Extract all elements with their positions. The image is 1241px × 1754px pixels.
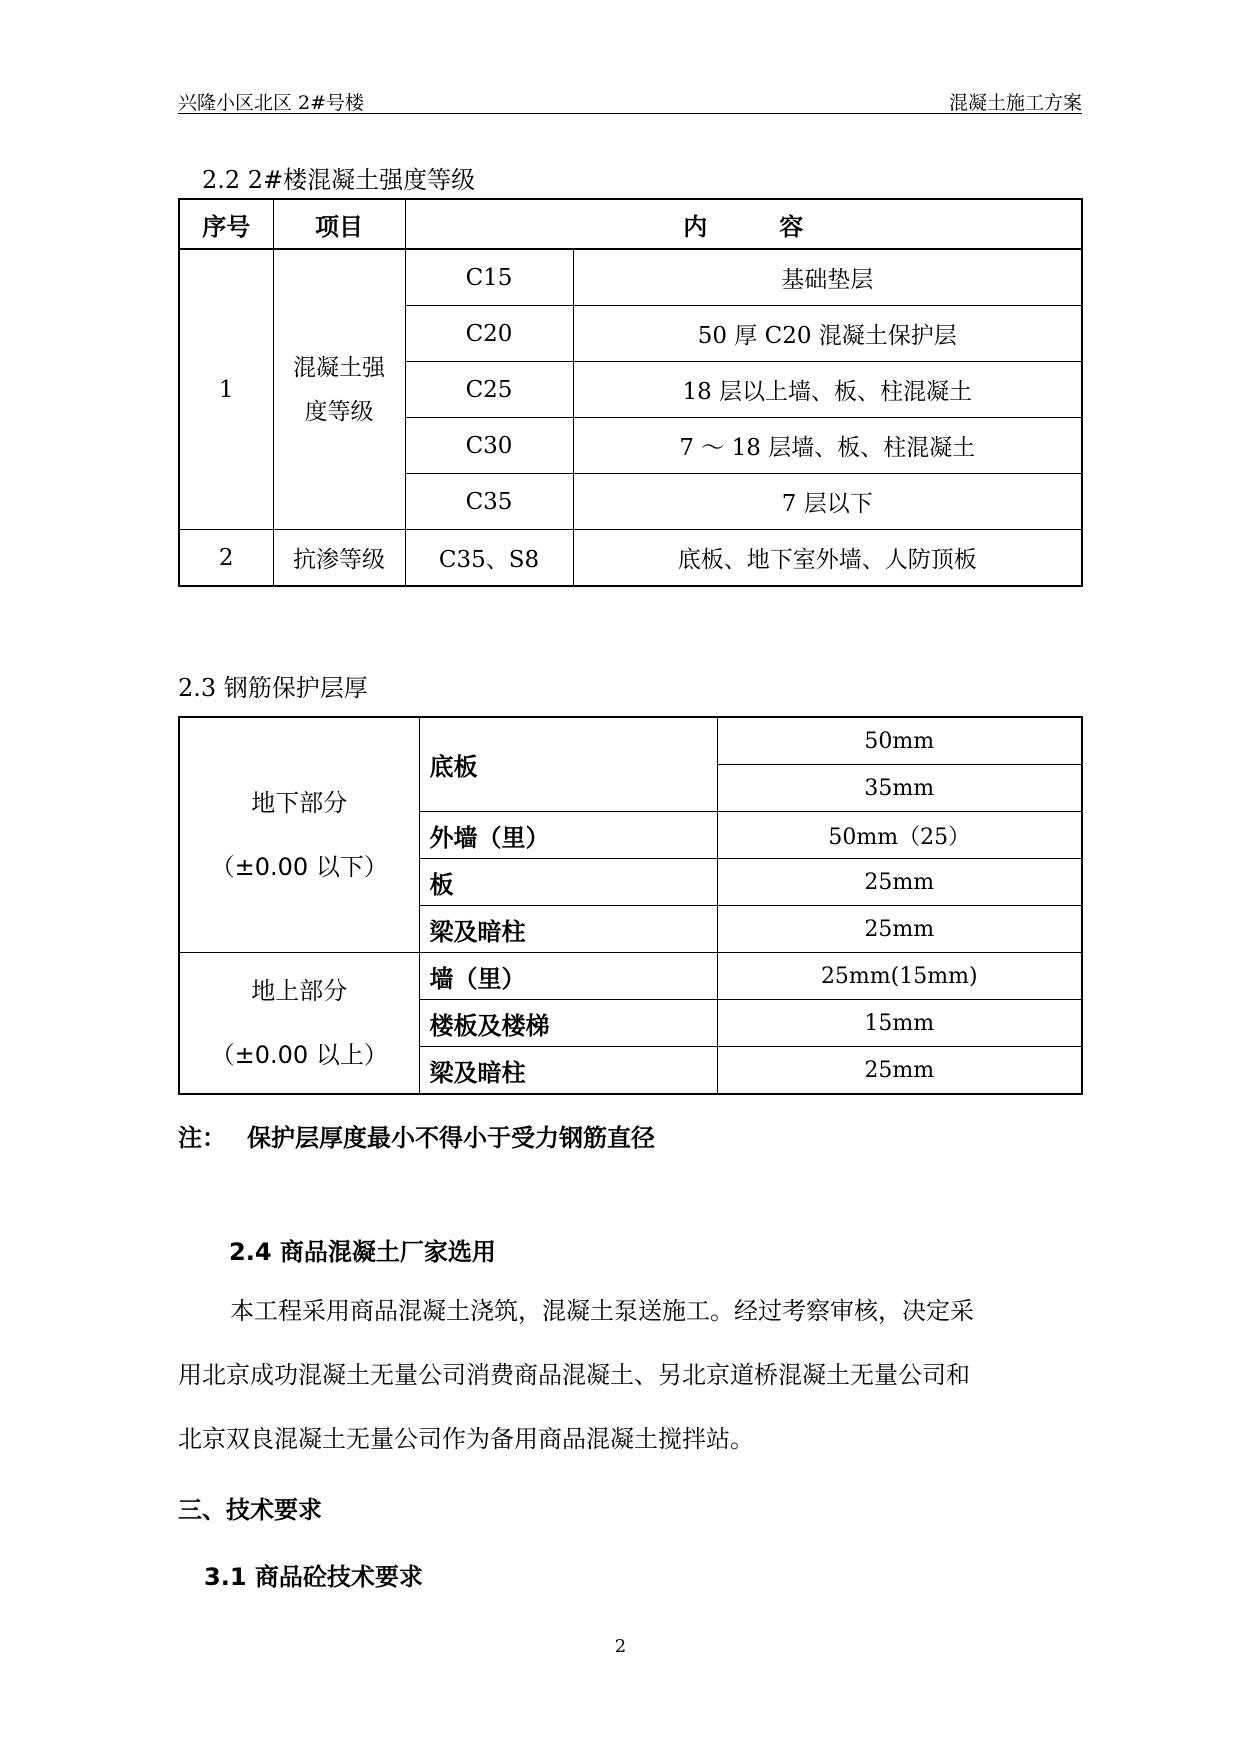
grade-cell: C15	[405, 249, 573, 306]
group1-item-line2: 度等级	[304, 398, 374, 425]
note-text: 保护层厚度最小不得小于受力钢筋直径	[247, 1124, 655, 1152]
aboveground-line2: （±0.00 以上）	[210, 1041, 388, 1069]
page-number: 2	[614, 1636, 627, 1657]
rebar-cover-table	[178, 716, 1083, 1095]
item-slab: 板	[419, 859, 717, 906]
section-2-2-title: 2.2 2#楼混凝土强度等级	[202, 166, 476, 194]
value-cell: 25mm(15mm)	[717, 953, 1082, 1000]
item-bottom-slab: 底板	[419, 717, 717, 812]
group1-item-line1: 混凝土强	[293, 354, 385, 381]
value-cell: 50mm（25）	[717, 812, 1082, 859]
grade-cell: C20	[405, 306, 573, 362]
grade-cell: C35、S8	[405, 530, 573, 587]
desc-cell: 7 层以下	[573, 474, 1082, 530]
item-outer-wall: 外墙（里）	[419, 812, 717, 859]
table-row	[179, 953, 1082, 1000]
header-no: 序号	[179, 199, 273, 249]
aboveground-cell	[179, 953, 419, 1095]
paragraph-line-3: 北京双良混凝土无量公司作为备用商品混凝土搅拌站。	[178, 1425, 754, 1453]
paragraph-line-2: 用北京成功混凝土无量公司消费商品混凝土、另北京道桥混凝土无量公司和	[178, 1361, 970, 1389]
group1-no: 1	[179, 249, 273, 530]
value-cell: 25mm	[717, 906, 1082, 953]
item-wall: 墙（里）	[419, 953, 717, 1000]
grade-cell: C30	[405, 418, 573, 474]
item-floor-stair: 楼板及楼梯	[419, 1000, 717, 1047]
section-2-3-title: 2.3 钢筋保护层厚	[178, 674, 368, 702]
header-right: 混凝土施工方案	[948, 92, 1082, 114]
value-cell: 25mm	[717, 1047, 1082, 1095]
paragraph-line-1: 本工程采用商品混凝土浇筑，混凝土泵送施工。经过考察审核，决定采	[230, 1297, 974, 1325]
item-beam-aboveground: 梁及暗柱	[419, 1047, 717, 1095]
desc-cell: 底板、地下室外墙、人防顶板	[573, 530, 1082, 587]
grade-cell: C35	[405, 474, 573, 530]
desc-cell: 50 厚 C20 混凝土保护层	[573, 306, 1082, 362]
grade-cell: C25	[405, 362, 573, 418]
header-item: 项目	[273, 199, 405, 249]
table-row	[179, 530, 1082, 587]
underground-line2: （±0.00 以下）	[210, 853, 388, 881]
table-row	[179, 717, 1082, 765]
desc-cell: 18 层以上墙、板、柱混凝土	[573, 362, 1082, 418]
section-3-title: 三、技术要求	[178, 1496, 322, 1524]
section-3-1-title: 3.1 商品砼技术要求	[204, 1563, 423, 1591]
group2-no: 2	[179, 530, 273, 587]
value-cell: 25mm	[717, 859, 1082, 906]
value-cell: 35mm	[717, 765, 1082, 812]
desc-cell: 7 ～ 18 层墙、板、柱混凝土	[573, 418, 1082, 474]
note-label: 注：	[178, 1124, 226, 1152]
header-left: 兴隆小区北区 2#号楼	[178, 92, 365, 114]
group1-item	[273, 249, 405, 530]
table-row	[179, 249, 1082, 306]
desc-cell: 基础垫层	[573, 249, 1082, 306]
aboveground-line1: 地上部分	[251, 977, 348, 1005]
underground-line1: 地下部分	[251, 789, 348, 817]
value-cell: 50mm	[717, 717, 1082, 765]
item-beam-underground: 梁及暗柱	[419, 906, 717, 953]
concrete-grade-table	[178, 198, 1083, 587]
group2-item: 抗渗等级	[273, 530, 405, 587]
header-content: 内 容	[405, 199, 1082, 249]
header-divider	[178, 113, 1082, 114]
section-2-4-title: 2.4 商品混凝土厂家选用	[229, 1238, 496, 1266]
value-cell: 15mm	[717, 1000, 1082, 1047]
table-header-row	[179, 199, 1082, 249]
underground-cell	[179, 717, 419, 953]
